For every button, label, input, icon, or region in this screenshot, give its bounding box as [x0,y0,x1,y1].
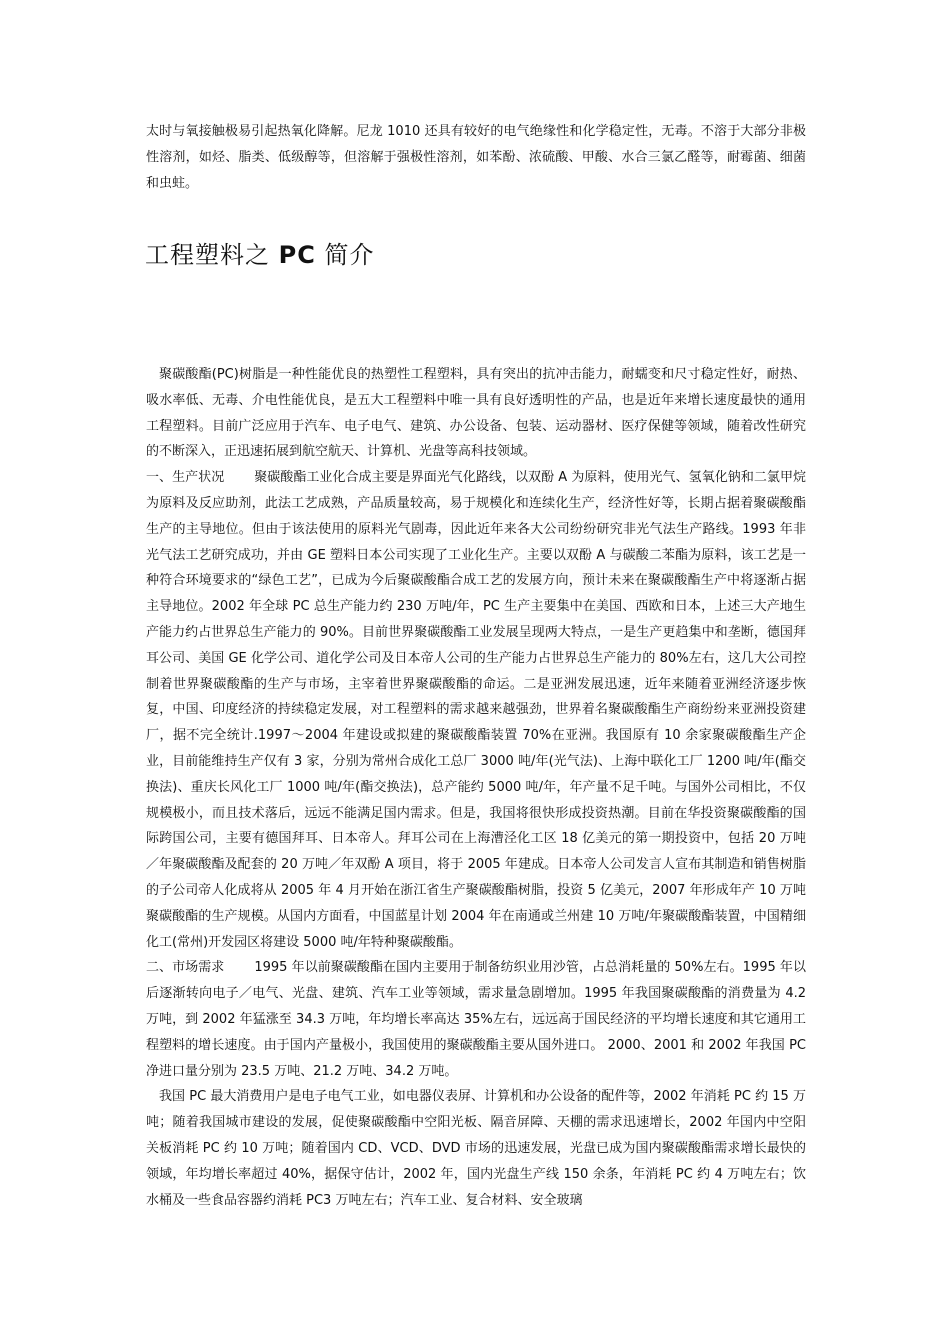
market-paragraph [146,955,806,1084]
market-label: 二、市场需求 [146,960,225,976]
consumption-paragraph [146,1084,806,1213]
heading-latin: PC [278,241,316,269]
market-text: 1995 年以前聚碳酸酯在国内主要用于制备纺织业用沙管，占总消耗量的 50%左右。1995 年以后逐渐转向电子／电气、光盘、建筑、汽车工业等领域，需求量急剧增加。1995 年我国聚碳酸酯的消费量为 4.2 万吨，到 2002 年猛涨至 34.3 万吨，年均增长率高达 35%左右，远远高于国民经济的平均增长速度和其它通用工程塑料的增长速度。由于国内产量极小，我国使用的聚碳酸酯主要从国外进口。 2000、2001 和 2002 年我国 PC 净进口量分别为 23.5 万吨、21.2 万吨、34.2 万吨。 [146,960,806,1079]
production-text: 聚碳酸酯工业化合成主要是界面光气化路线，以双酚 A 为原料，使用光气、氢氧化钠和二氯甲烷为原料及反应助剂，此法工艺成熟，产品质量较高，易于规模化和连续化生产，经济性好等，长期占据着聚碳酸酯生产的主导地位。但由于该法使用的原料光气剧毒，因此近年来各大公司纷纷研究非光气法生产路线。1993 年非光气法工艺研究成功，并由 GE 塑料日本公司实现了工业化生产。主要以双酚 A 与碳酸二苯酯为原料，该工艺是一种符合环境要求的“绿色工艺”，已成为今后聚碳酸酯合成工艺的发展方向，预计未来在聚碳酸酯生产中将逐渐占据主导地位。2002 年全球 PC 总生产能力约 230 万吨/年，PC 生产主要集中在美国、西欧和日本，上述三大产地生产能力约占世界总生产能力的 90%。目前世界聚碳酸酯工业发展呈现两大特点，一是生产更趋集中和垄断，德国拜耳公司、美国 GE 化学公司、道化学公司及日本帝人公司的生产能力占世界总生产能力的 80%左右，这几大公司控制着世界聚碳酸酯的生产与市场，主宰着世界聚碳酸酯的命运。二是亚洲发展迅速，近年来随着亚洲经济逐步恢复，中国、印度经济的持续稳定发展，对工程塑料的需求越来越强劲，世界着名聚碳酸酯生产商纷纷来亚洲投资建厂，据不完全统计.1997～2004 年建设或拟建的聚碳酸酯装置 70%在亚洲。我国原有 10 余家聚碳酸酯生产企业，目前能维持生产仅有 3 家，分别为常州合成化工总厂 3000 吨/年(光气法)、上海中联化工厂 1200 吨/年(酯交换法)、重庆长风化工厂 1000 吨/年(酯交换法)，总产能约 5000 吨/年，年产量不足千吨。与国外公司相比，不仅规模极小，而且技术落后，远远不能满足国内需求。但是，我国将很快形成投资热潮。目前在华投资聚碳酸酯的国际跨国公司，主要有德国拜耳、日本帝人。拜耳公司在上海漕泾化工区 18 亿美元的第一期投资中，包括 20 万吨／年聚碳酸酯及配套的 20 万吨／年双酚 A 项目，将于 2005 年建成。日本帝人公司发言人宣布其制造和销售树脂的子公司帝人化成将从 2005 年 4 月开始在浙江省生产聚碳酸酯树脂，投资 5 亿美元，2007 年形成年产 10 万吨聚碳酸酯的生产规模。从国内方面看，中国蓝星计划 2004 年在南通或兰州建 10 万吨/年聚碳酸酯装置，中国精细化工(常州)开发园区将建设 5000 吨/年特种聚碳酸酯。 [146,470,806,950]
article-body [146,362,806,1213]
intro-text: 太时与氧接触极易引起热氧化降解。尼龙 1010 还具有较好的电气绝缘性和化学稳定性，无毒。不溶于大部分非极性溶剂，如烃、脂类、低级醇等，但溶解于强极性溶剂，如苯酚、浓硫酸、甲酸、水合三氯乙醛等，耐霉菌、细菌和虫蛀。 [146,124,806,191]
heading-prefix: 工程塑料之 [145,241,279,269]
heading-suffix: 简介 [315,241,375,269]
overview-paragraph [146,362,806,465]
overview-text: 聚碳酸酯(PC)树脂是一种性能优良的热塑性工程塑料，具有突出的抗冲击能力，耐蠕变和尺寸稳定性好，耐热、吸水率低、无毒、介电性能优良，是五大工程塑料中唯一具有良好透明性的产品，也是近年来增长速度最快的通用工程塑料。目前广泛应用于汽车、电子电气、建筑、办公设备、包装、运动器材、医疗保健等领域，随着改性研究的不断深入，正迅速拓展到航空航天、计算机、光盘等高科技领域。 [146,367,806,460]
section-heading [145,239,805,271]
intro-paragraph [146,119,806,196]
production-label: 一、生产状况 [146,470,225,486]
production-paragraph [146,465,806,955]
consumption-text: 我国 PC 最大消费用户是电子电气工业，如电器仪表屏、计算机和办公设备的配件等，2002 年消耗 PC 约 15 万吨；随着我国城市建设的发展，促使聚碳酸酯中空阳光板、隔音屏障、天棚的需求迅速增长，2002 年国内中空阳关板消耗 PC 约 10 万吨；随着国内 CD、VCD、DVD 市场的迅速发展，光盘已成为国内聚碳酸酯需求增长最快的领域，年均增长率超过 40%，据保守估计，2002 年，国内光盘生产线 150 余条，年消耗 PC 约 4 万吨左右；饮水桶及一些食品容器约消耗 PC3 万吨左右；汽车工业、复合材料、安全玻璃 [146,1089,806,1208]
